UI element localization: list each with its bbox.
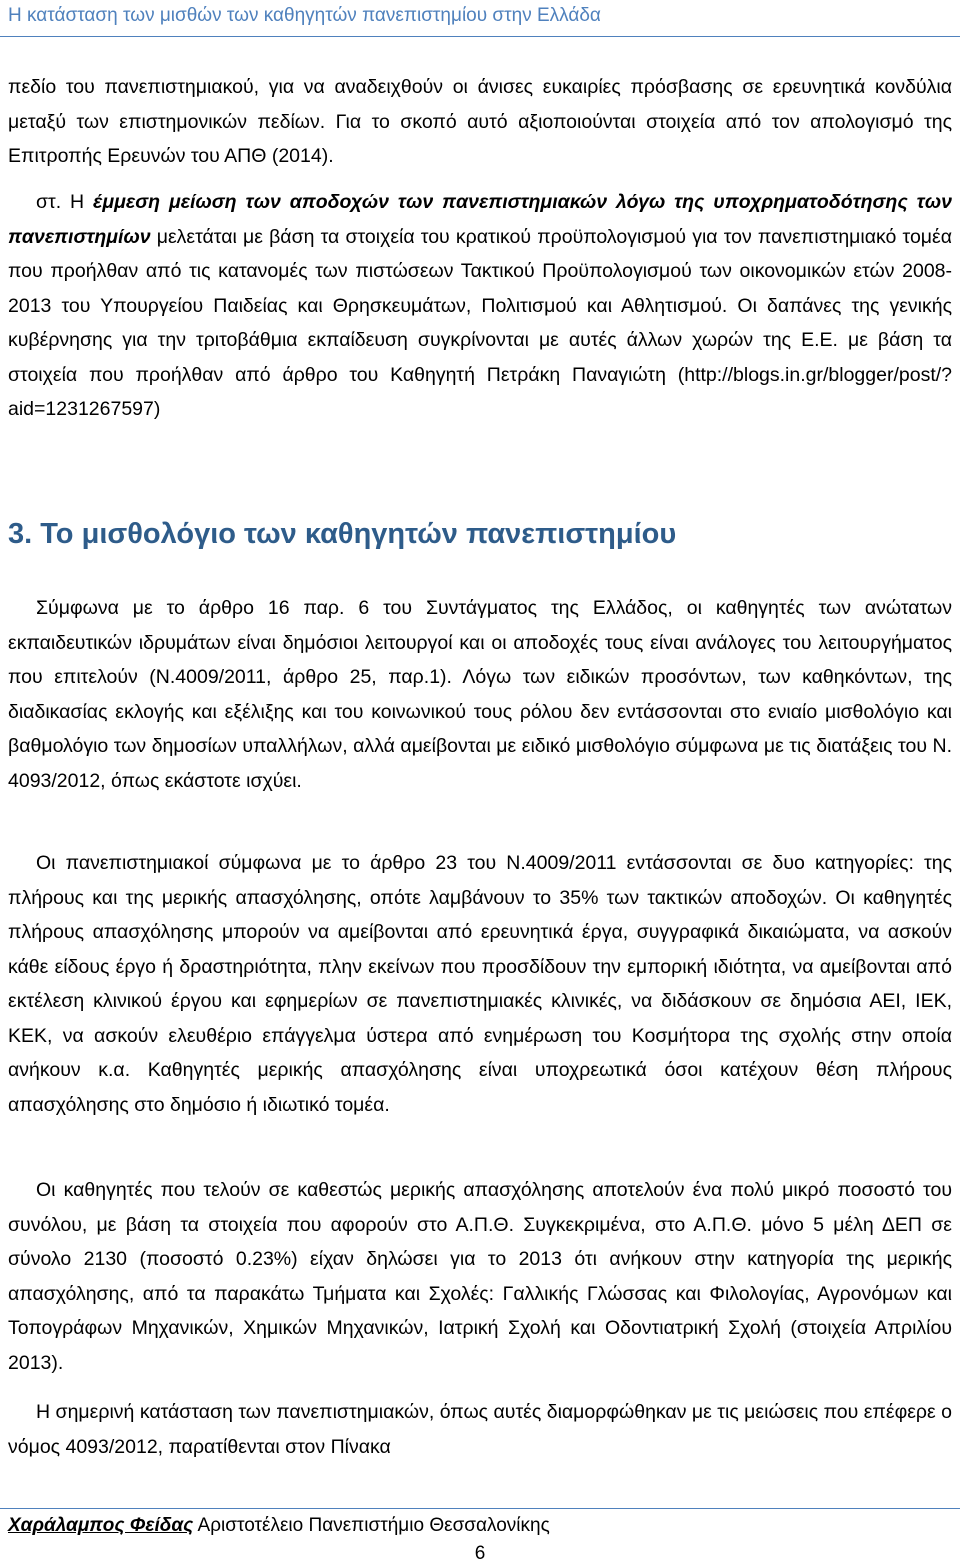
paragraph-5: Οι καθηγητές που τελούν σε καθεστώς μερικής απασχόλησης αποτελούν ένα πολύ μικρό ποσοστό του συνόλου, με βάση τα στοιχεία που αφορούν στο Α.Π.Θ. Συγκεκριμένα, στο Α.Π.Θ. μόνο 5 μέλη ΔΕΠ σε σύνολο 2130 (ποσοστό 0.23%) είχαν δηλώσει για το 2013 ότι ανήκουν στην κατηγορία της μερικής απασχόλησης, από τα παρακάτω Τμήματα και Σχολές: Γαλλικής Γλώσσας και Φιλολογίας, Αγρονόμων και Τοπογράφων Μηχανικών, Χημικών Μηχανικών, Ιατρική Σχολή και Οδοντιατρική Σχολή (στοιχεία Απριλίου 2013). [8, 1179, 952, 1374]
paragraph-6: Η σημερινή κατάσταση των πανεπιστημιακών, όπως αυτές διαμορφώθηκαν με τις μειώσεις που επέφερε ο νόμος 4093/2012, παρατίθενται στον Πίνακα [8, 1401, 952, 1458]
footer-author: Χαράλαμπος Φείδας [8, 1515, 194, 1536]
paragraph-3: Σύμφωνα με το άρθρο 16 παρ. 6 του Συντάγματος της Ελλάδος, οι καθηγητές των ανώτατων εκπαιδευτικών ιδρυμάτων είναι δημόσιοι λειτουργοί και οι αποδοχές τους είναι ανάλογες του λειτουργήματος που επιτελούν (Ν.4009/2011, άρθρο 25, παρ.1). Λόγω των ειδικών προσόντων, των καθηκόντων, της διαδικασίας εκλογής και εξέλιξης και του κοινωνικού τους ρόλου δεν εντάσσονται στο ενιαίο μισθολόγιο και βαθμολόγιο των δημοσίων υπαλλήλων, αλλά αμείβονται με ειδικό μισθολόγιο σύμφωνα με τις διατάξεις του Ν. 4093/2012, όπως εκάστοτε ισχύει. [8, 597, 952, 792]
footer-affiliation: Αριστοτέλειο Πανεπιστήμιο Θεσσαλονίκης [193, 1515, 550, 1536]
paragraph-1: πεδίο του πανεπιστημιακού, για να αναδειχθούν οι άνισες ευκαιρίες πρόσβασης σε ερευνητικά κονδύλια μεταξύ των επιστημονικών πεδίων. Για το σκοπό αυτό αξιοποιούνται στοιχεία από τον απολογισμό της Επιτροπής Ερευνών του ΑΠΘ (2014). [8, 76, 952, 167]
page-number: 6 [474, 1543, 486, 1564]
section-heading: 3. Το μισθολόγιο των καθηγητών πανεπιστημίου [8, 518, 677, 550]
paragraph-2-prefix: στ. Η [36, 191, 94, 213]
paragraph-2-emphasis: έμμεση μείωση των αποδοχών των πανεπιστημιακών λόγω της υποχρηματοδότησης των πανεπιστημίων [8, 191, 952, 248]
page-footer [0, 1508, 960, 1564]
paragraph-2-rest: μελετάται με βάση τα στοιχεία του κρατικού προϋπολογισμού για τον πανεπιστημιακό τομέα που προήλθαν από τις κατανομές των πιστώσεων Τακτικού Προϋπολογισμού των οικονομικών ετών 2008-2013 του Υπουργείου Παιδείας και Θρησκευμάτων, Πολιτισμού και Αθλητισμού. Οι δαπάνες της γενικής κυβέρνησης για την τριτοβάθμια εκπαίδευση συγκρίνονται με αυτές άλλων χωρών της Ε.Ε. με βάση τα στοιχεία που προήλθαν από άρθρο του Καθηγητή Πετράκη Παναγιώτη (http://blogs.in.gr/blogger/post/?aid=1231267597) [8, 225, 952, 420]
footer-line [8, 1515, 550, 1537]
running-title: Η κατάσταση των μισθών των καθηγητών πανεπιστημίου στην Ελλάδα [8, 5, 601, 26]
paragraph-2 [8, 185, 952, 427]
page-header [0, 0, 960, 37]
paragraph-4: Οι πανεπιστημιακοί σύμφωνα με το άρθρο 23 του Ν.4009/2011 εντάσσονται σε δυο κατηγορίες: της πλήρους και της μερικής απασχόλησης, οπότε λαμβάνουν το 35% των τακτικών αποδοχών. Οι καθηγητές πλήρους απασχόλησης μπορούν να αμείβονται από ερευνητικά έργα, συγγραφικά δικαιώματα, να ασκούν κάθε είδους έργο ή δραστηριότητα, πλην εκείνων που προσδίδουν την εμπορική ιδιότητα, να αμείβονται από εκτέλεση κλινικού έργου και εφημερίων σε πανεπιστημιακές κλινικές, να διδάσκουν σε δημόσια ΑΕΙ, ΙΕΚ, ΚΕΚ, να ασκούν ελευθέριο επάγγελμα ύστερα από ενημέρωση του Κοσμήτορα της σχολής στην οποία ανήκουν κ.α. Καθηγητές μερικής απασχόλησης είναι υποχρεωτικά όσοι κατέχουν θέση πλήρους απασχόλησης στο δημόσιο ή ιδιωτικό τομέα. [8, 852, 952, 1116]
